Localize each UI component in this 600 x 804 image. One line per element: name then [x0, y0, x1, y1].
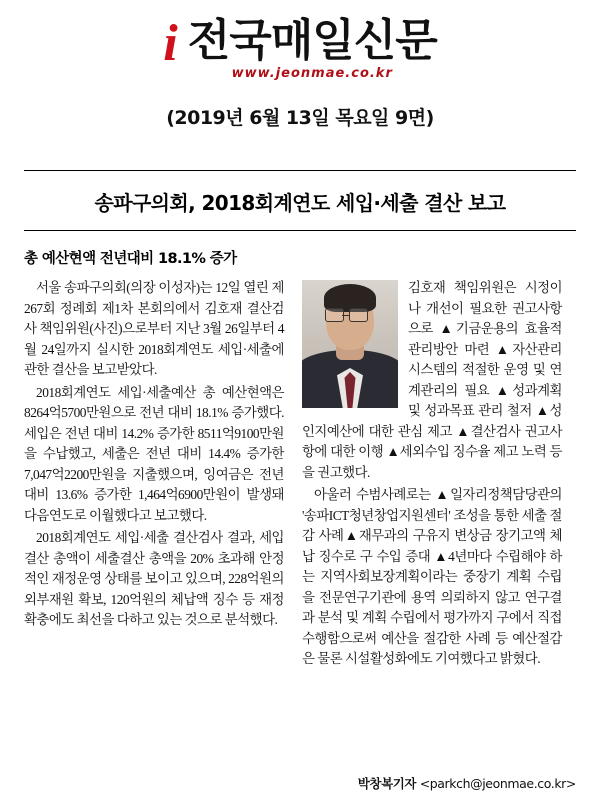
masthead-url: www.jeonmae.co.kr	[231, 66, 393, 81]
paragraph: 김호재 책임위원은 시정이나 개선이 필요한 권고사항으로 ▲기금운용의 효율적 관리방안 마련 ▲자산관리시스템의 적절한 운영 및 연계관리의 필요 ▲성과계획 및 성과목표 관리 철저 ▲성인지예산에 대한 관심 제고 ▲결산검사 권고사항에 대한 이행 ▲세외수입 징수율 제고 노력 등을 권고했다.	[302, 280, 562, 480]
byline	[358, 774, 576, 792]
dateline: (2019년 6월 13일 목요일 9면)	[166, 107, 434, 129]
paragraph: 2018회계연도 세입·세출 결산검사 결과, 세입결산 총액이 세출결산 총액을 20% 초과해 안정적인 재정운영 상태를 보이고 있으며, 228억원의 외부재원 확보, 120억원의 체납액 징수 등 재정 확충에도 최선을 다하고 있는 것으로 분석했다.	[24, 530, 284, 627]
subheadline: 총 예산현액 전년대비 18.1% 증가	[24, 251, 237, 267]
paragraph: 아울러 수범사례로는 ▲일자리정책담당관의 '송파ICT청년창업지원센터' 조성을 통한 세출 절감 사례▲재무과의 구유지 변상금 장기고액 체납 징수로 구 수입 증대 ▲4년마다 수립해야 하는 지역사회보장계획이라는 중장기 계획 수립을 전문연구기관에 용역 의뢰하지 않고 연구결과 분석 및 계획 수립에서 평가까지 구에서 직접 수행함으로써 예산을 절감한 사례 등 예산절감은 물론 시설활성화에도 기여했다고 밝혔다.	[302, 487, 562, 666]
article-column-left	[24, 278, 284, 672]
page-title: 송파구의회, 2018회계연도 세입·세출 결산 보고	[94, 191, 506, 215]
paragraph: 서울 송파구의회(의장 이성자)는 12일 열린 제267회 정례회 제1차 본회의에서 김호재 결산검사 책임위원(사진)으로부터 지난 3월 26일부터 4월 24일까지 실시한 2018회계연도 세입·세출에 관한 결산을 보고받았다.	[24, 280, 284, 377]
byline-contact: <parkch@jeonmae.co.kr>	[419, 776, 576, 791]
paragraph: 2018회계연도 세입·세출예산 총 예산현액은 8264억5700만원으로 전년 대비 18.1% 증가했다. 세입은 전년 대비 14.2% 증가한 8511억9100만원을 수납했고, 세출은 전년 대비 14.4% 증가한 7,047억2200만원을 지출했으며, 잉여금은 전년대비 13.6% 증가한 1,464억6900만원이 발생돼 다음연도로 이월했다고 보고했다.	[24, 384, 284, 523]
article-column-right	[302, 278, 562, 672]
masthead-logo-letter: i	[163, 15, 178, 72]
masthead	[24, 15, 576, 81]
masthead-title: 전국매일신문	[187, 15, 437, 66]
article-columns	[24, 278, 576, 672]
newspaper-page	[0, 15, 600, 804]
portrait-photo	[302, 280, 398, 408]
masthead-text-group	[187, 15, 437, 81]
headline-rule-bottom	[24, 230, 576, 231]
photo-glasses-bridge	[342, 315, 349, 316]
byline-reporter: 박창복기자	[357, 776, 417, 791]
photo-glasses-right-lens	[349, 308, 368, 322]
